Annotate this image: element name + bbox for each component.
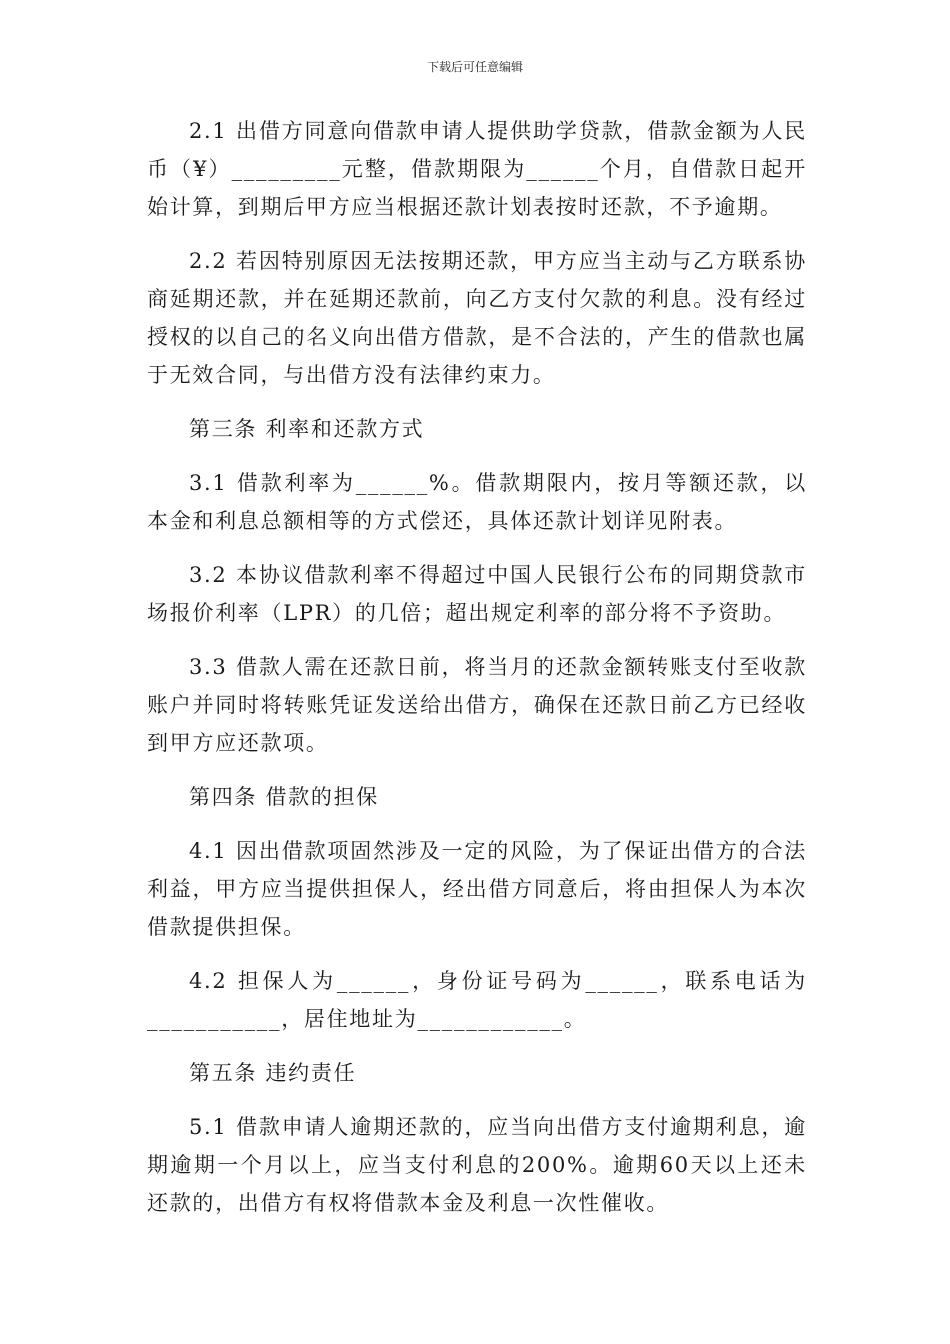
section-heading-4: 第四条 借款的担保 — [189, 785, 379, 809]
clause-3-2: 3.2 本协议借款利率不得超过中国人民银行公布的同期贷款市场报价利率（LPR）的几倍；超出规定利率的部分将不予资助。 — [147, 563, 807, 625]
document-body — [147, 112, 807, 1238]
clause-2-2: 2.2 若因特别原因无法按期还款，甲方应当主动与乙方联系协商延期还款，并在延期还款前，向乙方支付欠款的利息。没有经过授权的以自己的名义向出借方借款，是不合法的，产生的借款也属于无效合同，与出借方没有法律约束力。 — [147, 249, 807, 387]
header-note: 下载后可任意编辑 — [426, 60, 523, 74]
clause-2-1: 2.1 出借方同意向借款申请人提供助学贷款，借款金额为人民币（¥）_________元整，借款期限为______个月，自借款日起开始计算，到期后甲方应当根据还款计划表按时还款，不予逾期。 — [147, 119, 807, 219]
section-heading-3: 第三条 利率和还款方式 — [189, 417, 425, 441]
clause-4-2: 4.2 担保人为______，身份证号码为______，联系电话为___________，居住地址为____________。 — [147, 969, 807, 1031]
section-heading-5: 第五条 违约责任 — [189, 1061, 357, 1085]
clause-4-1: 4.1 因出借款项固然涉及一定的风险，为了保证出借方的合法利益，甲方应当提供担保人，经出借方同意后，将由担保人为本次借款提供担保。 — [147, 839, 807, 939]
clause-3-1: 3.1 借款利率为______%。借款期限内，按月等额还款，以本金和利息总额相等的方式偿还，具体还款计划详见附表。 — [147, 471, 807, 533]
clause-5-1: 5.1 借款申请人逾期还款的，应当向出借方支付逾期利息，逾期逾期一个月以上，应当支付利息的200%。逾期60天以上还未还款的，出借方有权将借款本金及利息一次性催收。 — [147, 1115, 807, 1215]
clause-3-3: 3.3 借款人需在还款日前，将当月的还款金额转账支付至收款账户并同时将转账凭证发送给出借方，确保在还款日前乙方已经收到甲方应还款项。 — [147, 655, 807, 755]
